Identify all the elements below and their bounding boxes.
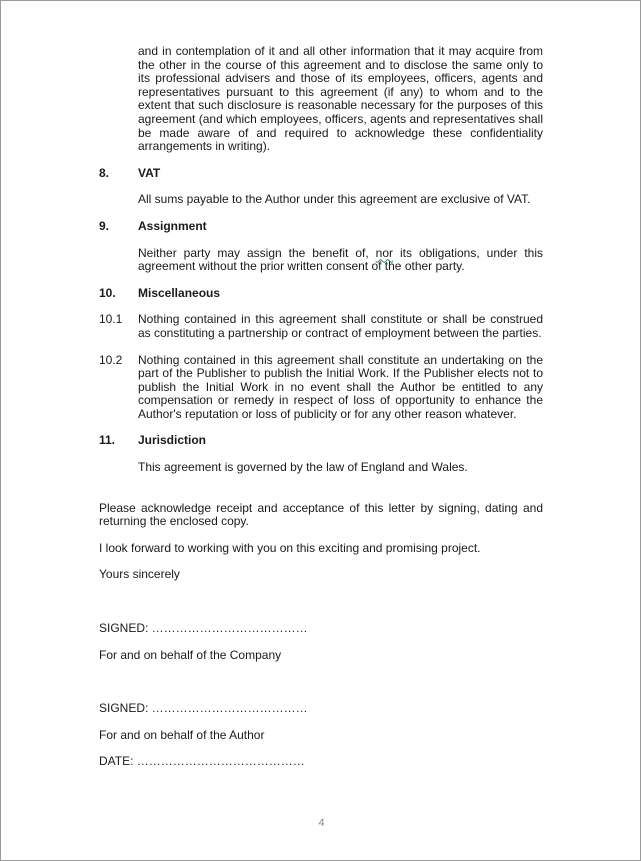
author-signature-line: SIGNED: ………………………………… <box>99 701 308 716</box>
closing-paragraph: I look forward to working with you on this exciting and promising project. <box>99 540 481 555</box>
sub-clause-text: Nothing contained in this agreement shall constitute an undertaking on the part of the Publisher to publish the Initial Work. If the Publisher elects not to publish the Initial Work in no event shall the Author be entitled to any compensation or remedy in respect of loss of opportunity to enhance the Author's reputation or loss of publicity or for any other reason whatever. <box>138 352 543 421</box>
clause-9-text-end: its obligations, under this agreement without the prior written consent of the other party. <box>138 245 544 274</box>
confidentiality-continuation-paragraph: and in contemplation of it and all other information that it may acquire from the other in the course of this agreement and to disclose the same only to its professional advisers and those of its employees, officers, agents and representatives pursuant to this agreement (if any) to whom and to the extent that such disclosure is reasonable necessary for the purposes of this agreement (and which employees, officers, agents and representatives shall be made aware of and required to acknowledge these confidentiality arrangements in writing). <box>138 44 543 154</box>
grammar-flagged-word[interactable]: nor <box>375 245 393 260</box>
sub-clause-number: 10.2 <box>99 352 123 367</box>
clause-11-text: This agreement is governed by the law of England and Wales. <box>138 460 468 475</box>
clause-title: VAT <box>138 165 161 180</box>
acknowledgement-paragraph: Please acknowledge receipt and acceptance of this letter by signing, dating and returning the enclosed copy. <box>99 500 543 529</box>
page-number: 4 <box>318 817 325 829</box>
clause-number: 11. <box>99 433 116 448</box>
sign-off: Yours sincerely <box>99 567 180 582</box>
company-behalf-label: For and on behalf of the Company <box>99 647 282 662</box>
sub-clause-number: 10.1 <box>99 312 123 327</box>
clause-title: Jurisdiction <box>138 433 207 448</box>
company-signature-line: SIGNED: ………………………………… <box>99 621 308 636</box>
sub-clause-text: Nothing contained in this agreement shall constitute or shall be construed as constituting a partnership or contract of employment between the parties. <box>138 312 543 340</box>
date-line: DATE: …………………………………… <box>99 754 305 769</box>
clause-10-heading <box>99 287 543 301</box>
clause-8-heading <box>99 167 543 181</box>
sub-clause-10-1 <box>99 313 543 340</box>
clause-9-heading <box>99 220 543 234</box>
clause-9-text-start: Neither party may assign the benefit of, <box>138 245 376 260</box>
document-body <box>99 45 543 769</box>
clause-11-heading <box>99 434 543 448</box>
author-behalf-label: For and on behalf of the Author <box>99 727 265 742</box>
clause-9-text <box>138 247 543 274</box>
clause-title: Miscellaneous <box>138 285 221 300</box>
clause-number: 10. <box>99 285 116 300</box>
clause-number: 9. <box>99 218 110 233</box>
clause-title: Assignment <box>138 218 207 233</box>
clause-number: 8. <box>99 165 110 180</box>
sub-clause-10-2 <box>99 354 543 422</box>
clause-8-text: All sums payable to the Author under this agreement are exclusive of VAT. <box>138 192 531 207</box>
